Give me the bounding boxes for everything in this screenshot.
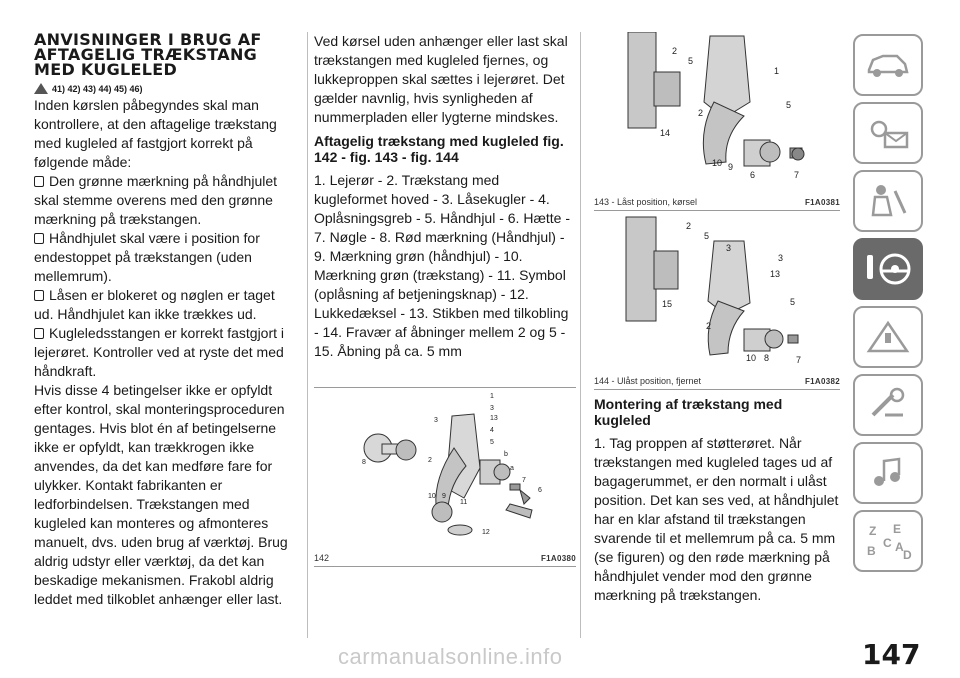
svg-text:B: B: [867, 544, 876, 558]
callout-label: 8: [764, 353, 770, 363]
callout-label: 10: [712, 158, 723, 168]
column-left: [34, 32, 296, 609]
tow-bar-exploded-illustration: [314, 388, 576, 548]
callout-label: 1: [774, 66, 780, 76]
check-item: Den grønne mærkning på håndhjulet skal stemme overens med den grønne mærkning på trækstangen.: [34, 173, 278, 227]
column-middle: [314, 32, 576, 567]
callout-label: 3: [434, 417, 438, 424]
callout-label: 10: [428, 493, 436, 500]
svg-text:E: E: [893, 522, 902, 536]
tab-starting-driving[interactable]: [853, 238, 923, 300]
callout-label: 12: [482, 529, 490, 536]
callout-label: 14: [660, 128, 671, 138]
multimedia-icon: [865, 455, 911, 491]
tab-multimedia[interactable]: [853, 442, 923, 504]
callout-label: 8: [362, 459, 366, 466]
callout-label: b: [504, 451, 508, 458]
watermark: carmanualsonline.info: [338, 644, 563, 669]
callout-label: 3: [778, 253, 784, 263]
figure-code: F1A0380: [540, 554, 576, 563]
warning-lights-icon: [865, 115, 911, 151]
callout-label: 5: [786, 100, 792, 110]
tab-car[interactable]: [853, 34, 923, 96]
warning-refs-text: 41) 42) 43) 44) 45) 46): [52, 83, 143, 94]
emergency-icon: [865, 319, 911, 355]
bullet-box-icon: [34, 176, 44, 187]
figure-number: 142: [314, 553, 330, 563]
callout-label: 2: [698, 108, 704, 118]
svg-text:Z: Z: [869, 524, 877, 538]
callout-label: 6: [750, 170, 756, 180]
check-item: Håndhjulet skal være i position for endestoppet på trækstangen (uden mellemrum).: [34, 230, 260, 284]
col2-heading: Aftagelig trækstang med kugleled fig. 142 - fig. 143 - fig. 144: [314, 133, 564, 165]
check-item: Kugleledsstangen er korrekt fastgjort i lejerøret. Kontroller ved at ryste det med håndkraft.: [34, 325, 285, 379]
title-line-3: MED KUGLELED: [34, 60, 178, 79]
column-right: [594, 32, 840, 605]
unlocked-position-illustration: [594, 211, 840, 371]
callout-label: 2: [706, 321, 712, 331]
figure-code: F1A0382: [804, 377, 840, 386]
figure-143: [594, 32, 840, 211]
figure-title: 144 - Ulåst position, fjernet: [594, 376, 702, 386]
callout-label: 5: [704, 231, 710, 241]
safety-icon: [865, 183, 911, 219]
callout-label: 13: [490, 415, 498, 422]
figure-142: [314, 387, 576, 567]
column-divider: [307, 32, 308, 638]
callout-label: 11: [460, 499, 468, 506]
svg-text:A: A: [895, 540, 904, 554]
check-item: Låsen er blokeret og nøglen er taget ud. Håndhjulet kan ikke trækkes ud.: [34, 287, 275, 322]
col3-heading: Montering af trækstang med kugleled: [594, 396, 783, 428]
bullet-box-icon: [34, 233, 44, 244]
col3-paragraph: 1. Tag proppen af støtterøret. Når trækstangen med kugleled tages ud af bagagerummet, er den normalt i ulåst position. Det kan ses ved, at håndhjulet har en klar afstand til trækstangen svarende til et mellemrum på ca. 5 mm (se figuren) og den røde mærkning på håndhjulet vender mod den grønne mærkning på trækstangen.: [594, 435, 839, 603]
figure-title: 143 - Låst position, kørsel: [594, 197, 698, 207]
chapter-tabs: [853, 34, 923, 578]
figure-caption: [314, 553, 576, 566]
after-checks-paragraph: Hvis disse 4 betingelser ikke er opfyldt efter kontrol, skal monteringsproceduren gentages. Hvis blot én af betingelserne ikke er opfyldt, kan trækkrogen ikke anvendes, da det kan medføre fare for ulykker. Kontakt fabrikanten er ledforbindelsen. Trækstangen med kugleled kan monteres og afmonteres manuelt, dvs. uden brug af værktøj. Brug aldrig udstyr eller værktøj, da det kan beskadige mekanismen. Frakobl aldrig leddet med tilkoblet anhænger eller last.: [34, 382, 288, 607]
bullet-box-icon: [34, 290, 44, 301]
callout-label: 5: [688, 56, 694, 66]
svg-text:D: D: [903, 548, 912, 561]
title-line-1: ANVISNINGER I BRUG AF: [34, 30, 262, 49]
tab-maintenance[interactable]: [853, 374, 923, 436]
bullet-box-icon: [34, 328, 44, 339]
callout-label: 1: [490, 393, 494, 400]
locked-position-illustration: [594, 32, 840, 192]
callout-label: 9: [728, 162, 734, 172]
callout-label: 2: [672, 46, 678, 56]
warning-triangle-icon: [34, 83, 48, 94]
tab-warning-lights[interactable]: [853, 102, 923, 164]
page-number: 147: [862, 638, 921, 671]
figure-144: [594, 211, 840, 390]
intro-paragraph: Inden kørslen påbegyndes skal man kontrollere, at den aftagelige trækstang med kugleled af fastgjort korrekt på følgende måde:: [34, 97, 277, 170]
callout-label: 13: [770, 269, 781, 279]
callout-label: 9: [442, 493, 446, 500]
car-icon: [865, 50, 911, 80]
section-title: [34, 32, 296, 77]
index-icon: [863, 521, 913, 561]
figure-caption: [594, 376, 840, 389]
callout-label: 15: [662, 299, 673, 309]
callout-label: 4: [490, 427, 494, 434]
callout-label: 10: [746, 353, 757, 363]
warning-references: [34, 83, 296, 94]
tab-safety[interactable]: [853, 170, 923, 232]
parts-legend: 1. Lejerør - 2. Trækstang med kugleformet hoved - 3. Låsekugler - 4. Oplåsningsgreb - 5. Håndhjul - 6. Hætte - 7. Nøgle - 8. Rød mærkning (Håndhjul) - 9. Mærkning grøn (håndhjul) - 10. Mærkning grøn (trækstang) - 11. Symbol (oplåsning af betjeningsknap) - 12. Lukkedæksel - 13. Stikben med tilkobling - 14. Fravær af åbninger mellem 2 og 5 - 15. Åbning på ca. 5 mm: [314, 172, 571, 359]
svg-text:C: C: [883, 536, 892, 550]
callout-label: a: [510, 465, 514, 472]
callout-label: 5: [790, 297, 796, 307]
title-line-2: AFTAGELIG TRÆKSTANG: [34, 45, 258, 64]
steering-wheel-key-icon: [863, 249, 913, 289]
maintenance-icon: [865, 387, 911, 423]
tab-index[interactable]: [853, 510, 923, 572]
callout-label: 2: [686, 221, 692, 231]
callout-label: 3: [490, 405, 494, 412]
callout-label: 6: [538, 487, 542, 494]
figure-caption: [594, 197, 840, 210]
callout-label: 2: [428, 457, 432, 464]
callout-label: 7: [794, 170, 800, 180]
callout-label: 7: [796, 355, 802, 365]
column-divider: [580, 32, 581, 638]
callout-label: 5: [490, 439, 494, 446]
callout-label: 7: [522, 477, 526, 484]
tab-emergency[interactable]: [853, 306, 923, 368]
figure-code: F1A0381: [804, 198, 840, 207]
col2-intro: Ved kørsel uden anhænger eller last skal trækstangen med kugleled fjernes, og lukkeproppen skal sættes i lejerøret. Det gælder navnlig, hvis synligheden af nummerpladen eller lygterne mindskes.: [314, 33, 568, 125]
callout-label: 3: [726, 243, 732, 253]
